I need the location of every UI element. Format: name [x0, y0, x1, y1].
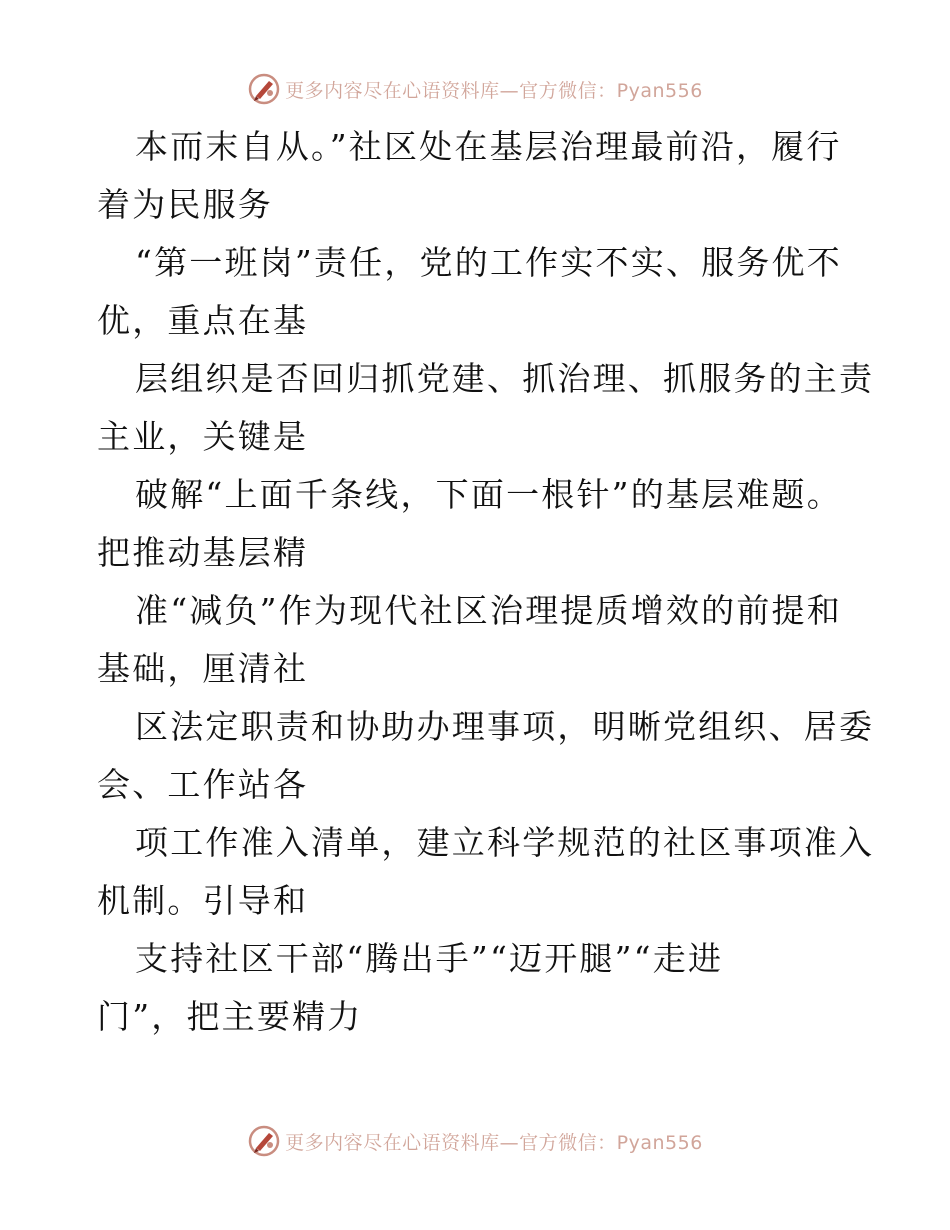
watermark-text: 更多内容尽在心语资料库—官方微信：Pyan556 [285, 79, 703, 102]
watermark-text: 更多内容尽在心语资料库—官方微信：Pyan556 [285, 1131, 703, 1154]
text-line: 会、工作站各 [97, 765, 309, 804]
text-line: 着为民服务 [97, 185, 273, 224]
text-line: 准“减负”作为现代社区治理提质增效的前提和 [135, 591, 842, 630]
text-line: 优，重点在基 [97, 301, 309, 340]
text-line: 机制。引导和 [97, 881, 309, 920]
pen-logo-icon [247, 72, 281, 106]
text-line: 主业，关键是 [97, 417, 309, 456]
text-line: 支持社区干部“腾出手”“迈开腿”“走进 [135, 939, 724, 978]
text-line: 区法定职责和协助办理事项，明晰党组织、居委 [135, 707, 875, 746]
text-line: 层组织是否回归抓党建、抓治理、抓服务的主责 [135, 359, 875, 398]
text-line: 基础，厘清社 [97, 649, 309, 688]
text-line: “第一班岗”责任，党的工作实不实、服务优不 [135, 243, 842, 282]
text-line: 本而末自从。”社区处在基层治理最前沿，履行 [135, 127, 842, 166]
footer-watermark [0, 1124, 950, 1158]
text-line: 门”，把主要精力 [97, 997, 363, 1036]
pen-logo-icon [247, 1124, 281, 1158]
text-line: 把推动基层精 [97, 533, 309, 572]
header-watermark [0, 72, 950, 106]
text-line: 项工作准入清单，建立科学规范的社区事项准入 [135, 823, 875, 862]
text-line: 破解“上面千条线，下面一根针”的基层难题。 [135, 475, 842, 514]
